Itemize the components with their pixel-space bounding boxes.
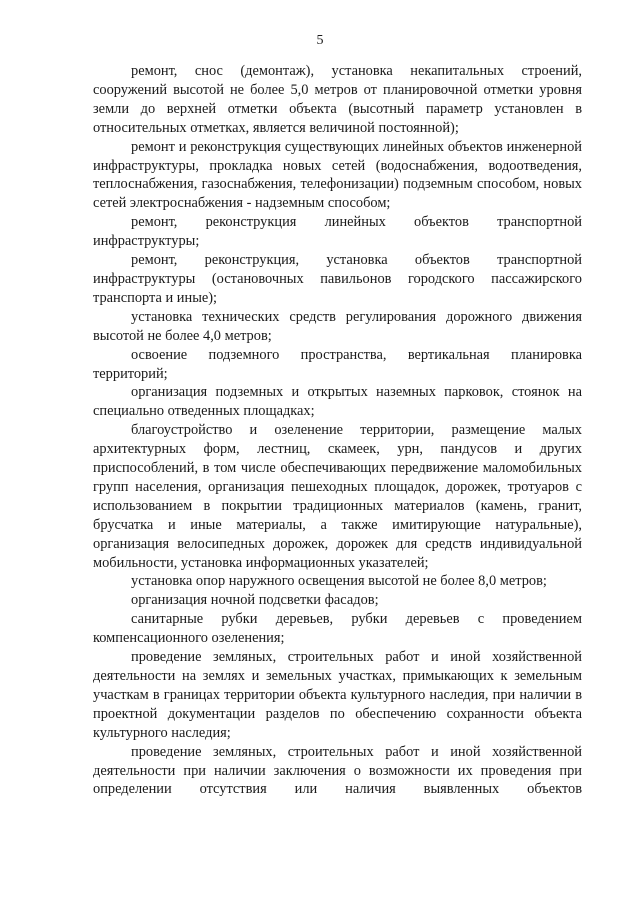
list-item: санитарные рубки деревьев, рубки деревьев с проведением компенсационного озеленения; (93, 611, 582, 647)
list-item: проведение земляных, строительных работ и иной хозяйственной деятельности при наличии заключения о возможности их проведения при определении отсутствия или наличия выявленных объектов (93, 743, 582, 798)
list-item: ремонт и реконструкция существующих линейных объектов инженерной инфраструктуры, прокладка новых сетей (водоснабжения, водоотведения, теплоснабжения, газоснабжения, телефонизации) подземным способом, новых сетей электроснабжения - надземным способом; (93, 138, 582, 212)
list-item: освоение подземного пространства, вертикальная планировка территорий; (93, 346, 582, 382)
list-item: организация ночной подсветки фасадов; (131, 592, 379, 609)
page-number: 5 (316, 33, 324, 48)
list-item: ремонт, снос (демонтаж), установка некапитальных строений, сооружений высотой не более 5,0 метров от планировочной отметки уровня земли до верхней отметки объекта (высотный параметр установлен в относительных отметках, является величиной постоянной); (93, 63, 582, 136)
list-item: установка опор наружного освещения высотой не более 8,0 метров; (131, 573, 547, 590)
list-item: ремонт, реконструкция, установка объектов транспортной инфраструктуры (остановочных павильонов городского пассажирского транспорта и иные); (93, 252, 582, 306)
list-item: проведение земляных, строительных работ и иной хозяйственной деятельности на землях и земельных участках, примыкающих к земельным участкам в границах территории объекта культурного наследия, при наличии в проектной документации разделов по обеспечению сохранности объекта культурного наследия; (93, 649, 582, 741)
list-item: ремонт, реконструкция линейных объектов транспортной инфраструктуры; (93, 214, 582, 250)
list-item: благоустройство и озеленение территории, размещение малых архитектурных форм, лестниц, скамеек, урн, пандусов и других приспособлений, в том числе обеспечивающих передвижение маломобильных групп населения, организация пешеходных площадок, дорожек, тротуаров с использованием в покрытии традиционных материалов (камень, гранит, брусчатка и иные материалы, а также имитирующие натуральные), организация велосипедных дорожек, дорожек для средств индивидуальной мобильности, установка информационных указателей; (93, 422, 582, 571)
document-body (93, 62, 582, 799)
list-item: установка технических средств регулирования дорожного движения высотой не более 4,0 метров; (93, 308, 582, 344)
list-item: организация подземных и открытых наземных парковок, стоянок на специально отведенных площадках; (93, 384, 582, 420)
